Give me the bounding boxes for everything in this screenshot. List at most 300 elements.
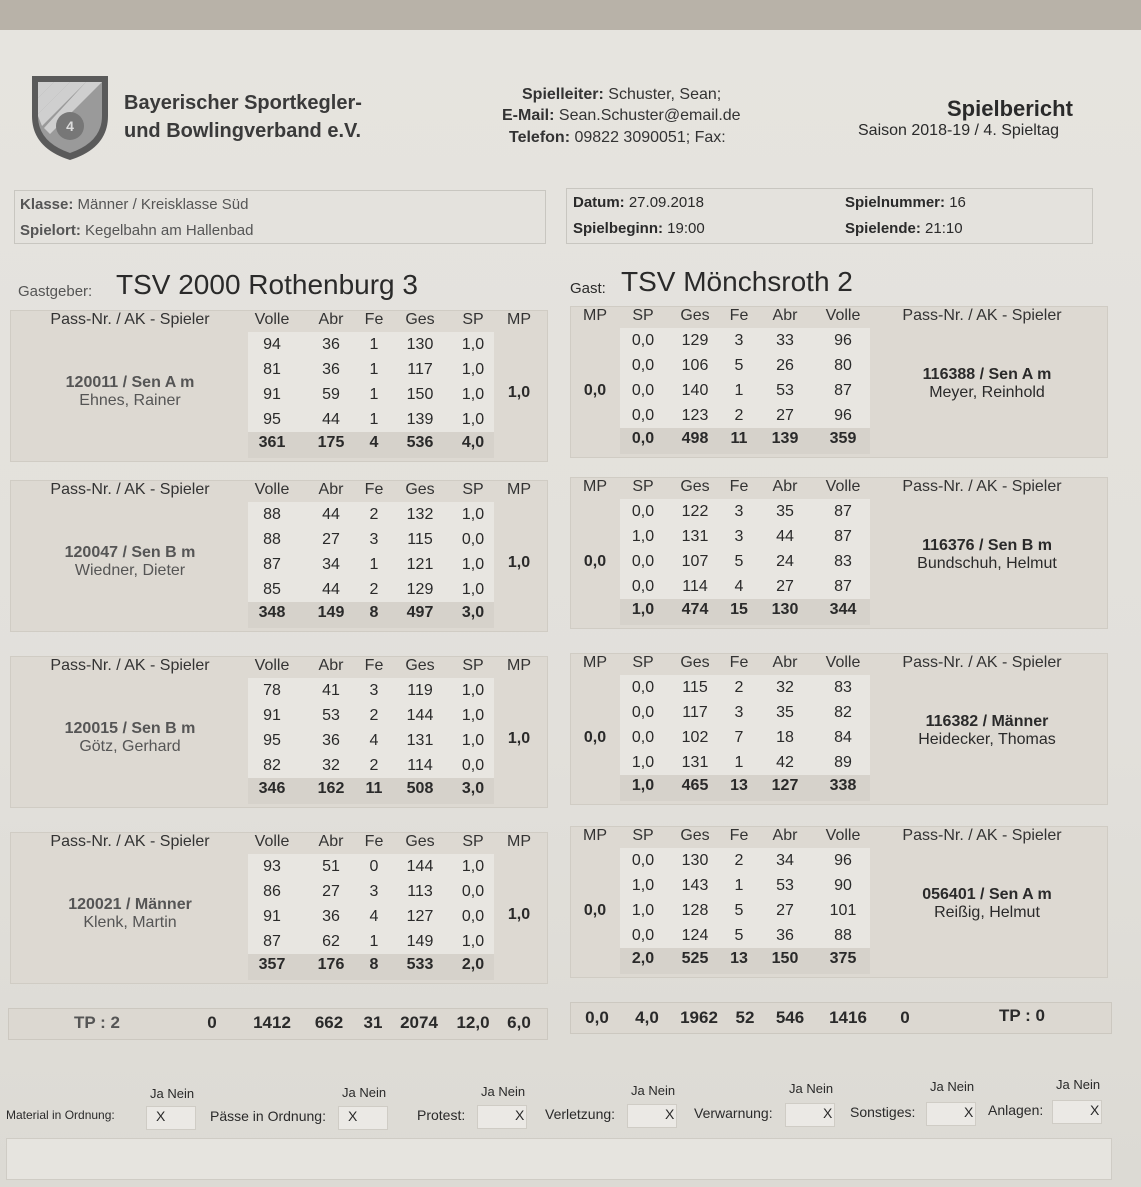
home-throw-value: 2 (369, 707, 379, 724)
guest-total-value: 15 (730, 601, 748, 618)
guest-throw-value: 1 (734, 877, 744, 894)
home-total-value: 2,0 (461, 956, 485, 973)
guest-throw-value: 27 (776, 578, 794, 595)
home-column-header: MP (507, 657, 531, 674)
report-title: Spielbericht (947, 96, 1073, 121)
guest-column-header: Fe (729, 654, 749, 671)
check-x-mark: X (823, 1105, 833, 1121)
home-throw-value: 129 (406, 581, 434, 598)
guest-player-passno: 116388 / Sen A m (922, 366, 1052, 383)
guest-throw-value: 3 (734, 528, 744, 545)
check-label: Verwarnung: (694, 1105, 773, 1121)
guest-throw-value: 1,0 (631, 877, 655, 894)
home-mp-value: 1,0 (507, 384, 531, 401)
check-ja-nein-header: Ja Nein (789, 1081, 834, 1096)
home-mp-value: 1,0 (507, 730, 531, 747)
guest-column-header: Pass-Nr. / AK - Spieler (902, 654, 1062, 671)
guest-column-header: Volle (825, 478, 861, 495)
guest-throw-value: 96 (834, 852, 852, 869)
check-ja-nein-header: Ja Nein (342, 1085, 387, 1100)
home-throw-value: 3 (369, 531, 379, 548)
home-column-header: SP (462, 657, 484, 674)
guest-team-label: Gast: (570, 280, 606, 297)
guest-values-area (620, 328, 870, 428)
home-column-header: SP (462, 481, 484, 498)
guest-column-header: SP (632, 478, 654, 495)
home-column-header: Abr (318, 833, 344, 850)
home-player (30, 720, 230, 756)
home-throw-value: 36 (322, 908, 340, 925)
home-throw-value: 1,0 (461, 336, 485, 353)
home-total-value: 4 (369, 434, 379, 451)
home-throw-value: 115 (407, 531, 433, 548)
guest-throw-value: 24 (776, 553, 794, 570)
home-player (30, 896, 230, 932)
season: Saison 2018-19 / 4. Spieltag (858, 122, 1060, 139)
guest-column-header: MP (583, 307, 607, 324)
association-name-line2: und Bowlingverband e.V. (124, 120, 362, 142)
home-mp-value: 1,0 (507, 906, 531, 923)
guest-throw-value: 80 (834, 357, 852, 374)
guest-total-value: 130 (771, 601, 799, 618)
guest-throw-value: 32 (776, 679, 794, 696)
guest-throw-value: 42 (776, 754, 794, 771)
guest-column-header: Abr (772, 654, 798, 671)
guest-player (880, 537, 1094, 573)
home-throw-value: 91 (263, 386, 281, 403)
home-throw-value: 91 (263, 707, 281, 724)
home-throw-value: 1,0 (461, 556, 485, 573)
home-summary-value: 2074 (400, 1013, 438, 1032)
home-total-value: 361 (258, 434, 286, 451)
home-throw-value: 2 (369, 506, 379, 523)
home-player-name: Ehnes, Rainer (79, 392, 181, 409)
check-label: Verletzung: (545, 1106, 616, 1122)
guest-mp-value: 0,0 (583, 902, 607, 919)
spielbeginn: Spielbeginn: 19:00 (573, 220, 705, 237)
home-throw-value: 144 (406, 858, 434, 875)
guest-throw-value: 0,0 (631, 679, 655, 696)
home-column-header: SP (462, 833, 484, 850)
home-column-header: SP (462, 311, 484, 328)
home-throw-value: 1,0 (461, 411, 485, 428)
home-throw-value: 2 (369, 757, 379, 774)
home-throw-value: 1,0 (461, 858, 485, 875)
guest-throw-value: 122 (681, 503, 709, 520)
home-throw-value: 1,0 (461, 732, 485, 749)
guest-column-header: Ges (680, 654, 710, 671)
guest-throw-value: 131 (681, 528, 709, 545)
home-throw-value: 78 (263, 682, 281, 699)
guest-column-header: Pass-Nr. / AK - Spieler (902, 307, 1062, 324)
guest-summary-value: 4,0 (635, 1008, 659, 1027)
home-throw-value: 0,0 (461, 757, 485, 774)
home-throw-value: 114 (407, 757, 433, 774)
guest-player-passno: 116382 / Männer (925, 713, 1049, 730)
guest-throw-value: 0,0 (631, 553, 655, 570)
check-x-mark: X (964, 1104, 974, 1120)
guest-tp: TP : 0 (999, 1006, 1045, 1025)
home-mp-value: 1,0 (507, 554, 531, 571)
guest-throw-value: 5 (734, 927, 744, 944)
home-throw-value: 1,0 (461, 581, 485, 598)
home-player-name: Klenk, Martin (83, 914, 177, 931)
home-column-header: Volle (254, 481, 290, 498)
guest-throw-value: 4 (734, 578, 744, 595)
home-summary-value: 6,0 (507, 1013, 531, 1032)
guest-total-value: 13 (730, 950, 748, 967)
guest-throw-value: 53 (776, 382, 794, 399)
home-throw-value: 131 (406, 732, 434, 749)
guest-throw-value: 87 (834, 528, 852, 545)
check-box[interactable] (338, 1106, 388, 1130)
guest-column-header: Abr (772, 827, 798, 844)
spielende: Spielende: 21:10 (845, 220, 963, 237)
check-label: Pässe in Ordnung: (210, 1108, 326, 1124)
home-player-passno: 120047 / Sen B m (64, 544, 196, 561)
home-total-value: 348 (258, 604, 286, 621)
home-throw-value: 150 (406, 386, 434, 403)
guest-throw-value: 0,0 (631, 578, 655, 595)
guest-throw-value: 2 (734, 852, 744, 869)
home-throw-value: 0 (369, 858, 379, 875)
home-column-header: MP (507, 833, 531, 850)
home-throw-value: 87 (263, 933, 281, 950)
home-column-header: Fe (364, 657, 384, 674)
home-column-header: Pass-Nr. / AK - Spieler (50, 481, 210, 498)
home-total-value: 11 (365, 780, 383, 797)
guest-throw-value: 0,0 (631, 852, 655, 869)
guest-throw-value: 1,0 (631, 902, 655, 919)
home-throw-value: 4 (369, 732, 379, 749)
guest-throw-value: 18 (776, 729, 794, 746)
home-column-header: MP (507, 481, 531, 498)
home-column-header: Abr (318, 657, 344, 674)
check-x-mark: X (665, 1106, 675, 1122)
home-throw-value: 121 (406, 556, 434, 573)
guest-player (880, 886, 1094, 922)
guest-throw-value: 123 (681, 407, 709, 424)
home-column-header: Abr (318, 311, 344, 328)
guest-column-header: Ges (680, 478, 710, 495)
home-throw-value: 139 (406, 411, 434, 428)
guest-throw-value: 33 (776, 332, 794, 349)
home-column-header: Volle (254, 833, 290, 850)
telefon: Telefon: 09822 3090051; Fax: (509, 129, 726, 146)
home-total-value: 346 (258, 780, 286, 797)
klasse: Klasse: Männer / Kreisklasse Süd (20, 196, 249, 213)
svg-text:4: 4 (66, 118, 74, 134)
home-throw-value: 4 (369, 908, 379, 925)
home-total-value: 508 (406, 780, 434, 797)
home-column-header: MP (507, 311, 531, 328)
home-total-value: 497 (406, 604, 434, 621)
guest-throw-value: 0,0 (631, 927, 655, 944)
guest-throw-value: 34 (776, 852, 794, 869)
guest-column-header: Abr (772, 478, 798, 495)
guest-column-header: Volle (825, 307, 861, 324)
guest-total-value: 127 (771, 777, 799, 794)
home-zero: 0 (207, 1013, 217, 1032)
home-column-header: Fe (364, 311, 384, 328)
guest-mp-value: 0,0 (583, 553, 607, 570)
guest-column-header: Abr (772, 307, 798, 324)
guest-total-value: 13 (730, 777, 748, 794)
guest-throw-value: 27 (776, 902, 794, 919)
guest-throw-value: 96 (834, 332, 852, 349)
home-throw-value: 0,0 (461, 531, 485, 548)
home-player-passno: 120011 / Sen A m (65, 374, 195, 391)
home-throw-value: 93 (263, 858, 281, 875)
guest-throw-value: 84 (834, 729, 852, 746)
home-player-passno: 120015 / Sen B m (64, 720, 196, 737)
home-throw-value: 117 (407, 361, 433, 378)
guest-total-value: 2,0 (631, 950, 655, 967)
guest-total-value: 498 (681, 430, 709, 447)
guest-throw-value: 130 (681, 852, 709, 869)
guest-throw-value: 106 (681, 357, 709, 374)
check-ja-nein-header: Ja Nein (150, 1086, 195, 1101)
guest-throw-value: 53 (776, 877, 794, 894)
home-throw-value: 44 (322, 411, 340, 428)
home-total-value: 176 (317, 956, 345, 973)
home-player (30, 544, 230, 580)
home-throw-value: 0,0 (461, 908, 485, 925)
guest-throw-value: 107 (681, 553, 709, 570)
guest-throw-value: 35 (776, 503, 794, 520)
home-throw-value: 132 (406, 506, 434, 523)
home-throw-value: 3 (369, 883, 379, 900)
guest-throw-value: 0,0 (631, 382, 655, 399)
association-name-line1: Bayerischer Sportkegler- (124, 92, 362, 114)
guest-total-value: 150 (771, 950, 799, 967)
check-box[interactable] (146, 1106, 196, 1130)
home-team-label: Gastgeber: (18, 283, 93, 300)
guest-throw-value: 3 (734, 503, 744, 520)
home-throw-value: 1,0 (461, 933, 485, 950)
home-column-header: Fe (364, 833, 384, 850)
home-throw-value: 1 (369, 556, 379, 573)
guest-column-header: MP (583, 654, 607, 671)
datum: Datum: 27.09.2018 (573, 194, 704, 211)
home-column-header: Ges (405, 833, 435, 850)
guest-total-value: 0,0 (631, 430, 655, 447)
guest-player-passno: 056401 / Sen A m (922, 886, 1052, 903)
home-throw-value: 51 (322, 858, 340, 875)
check-ja-nein-header: Ja Nein (930, 1079, 975, 1094)
guest-total-value: 474 (681, 601, 709, 618)
guest-throw-value: 0,0 (631, 407, 655, 424)
home-total-value: 357 (258, 956, 286, 973)
guest-throw-value: 3 (734, 332, 744, 349)
home-throw-value: 144 (406, 707, 434, 724)
home-throw-value: 36 (322, 732, 340, 749)
check-label: Protest: (417, 1107, 466, 1123)
home-throw-value: 1,0 (461, 361, 485, 378)
guest-throw-value: 0,0 (631, 729, 655, 746)
check-x-mark: X (156, 1108, 166, 1124)
home-column-header: Pass-Nr. / AK - Spieler (50, 311, 210, 328)
home-summary-value: 31 (363, 1013, 383, 1032)
guest-throw-value: 1 (734, 754, 744, 771)
email: E-Mail: Sean.Schuster@email.de (502, 107, 741, 124)
home-throw-value: 1,0 (461, 682, 485, 699)
home-column-header: Ges (405, 657, 435, 674)
home-throw-value: 127 (406, 908, 434, 925)
guest-throw-value: 5 (734, 902, 744, 919)
guest-throw-value: 27 (776, 407, 794, 424)
home-throw-value: 149 (406, 933, 434, 950)
guest-throw-value: 96 (834, 407, 852, 424)
guest-throw-value: 87 (834, 578, 852, 595)
guest-player-name: Heidecker, Thomas (918, 731, 1056, 748)
guest-total-value: 375 (829, 950, 857, 967)
guest-throw-value: 90 (834, 877, 852, 894)
home-column-header: Fe (364, 481, 384, 498)
guest-summary-value: 1962 (680, 1008, 718, 1027)
home-throw-value: 36 (322, 336, 340, 353)
guest-player-name: Reißig, Helmut (934, 904, 1040, 921)
guest-column-header: Ges (680, 827, 710, 844)
guest-column-header: SP (632, 827, 654, 844)
home-summary-value: 662 (314, 1013, 344, 1032)
guest-summary-value: 52 (735, 1008, 755, 1027)
guest-values-area (620, 499, 870, 599)
home-team-name: TSV 2000 Rothenburg 3 (116, 269, 418, 300)
guest-column-header: Volle (825, 827, 861, 844)
home-throw-value: 34 (322, 556, 340, 573)
guest-total-value: 1,0 (631, 777, 655, 794)
remarks-box (6, 1138, 1112, 1180)
home-total-value: 3,0 (461, 780, 485, 797)
home-throw-value: 27 (322, 531, 340, 548)
home-total-value: 149 (317, 604, 345, 621)
check-x-mark: X (348, 1108, 358, 1124)
check-ja-nein-header: Ja Nein (631, 1083, 676, 1098)
guest-throw-value: 26 (776, 357, 794, 374)
guest-total-value: 525 (681, 950, 709, 967)
guest-column-header: MP (583, 827, 607, 844)
home-throw-value: 1 (369, 411, 379, 428)
home-column-header: Pass-Nr. / AK - Spieler (50, 833, 210, 850)
home-throw-value: 95 (263, 732, 281, 749)
home-throw-value: 85 (263, 581, 281, 598)
home-column-header: Volle (254, 657, 290, 674)
guest-throw-value: 2 (734, 407, 744, 424)
home-tp: TP : 2 (74, 1013, 120, 1032)
home-throw-value: 1 (369, 386, 379, 403)
home-throw-value: 119 (407, 682, 433, 699)
guest-throw-value: 5 (734, 357, 744, 374)
guest-throw-value: 129 (681, 332, 709, 349)
guest-throw-value: 35 (776, 704, 794, 721)
guest-player-name: Bundschuh, Helmut (917, 555, 1057, 572)
guest-summary-value: 546 (775, 1008, 805, 1027)
home-player-name: Wiedner, Dieter (74, 562, 186, 579)
home-player (30, 374, 230, 410)
guest-throw-value: 0,0 (631, 503, 655, 520)
guest-total-value: 465 (681, 777, 709, 794)
guest-summary-value: 1416 (829, 1008, 867, 1027)
guest-column-header: Pass-Nr. / AK - Spieler (902, 827, 1062, 844)
guest-throw-value: 83 (834, 553, 852, 570)
guest-throw-value: 124 (681, 927, 709, 944)
guest-player-name: Meyer, Reinhold (929, 384, 1045, 401)
check-label: Sonstiges: (850, 1104, 916, 1120)
guest-throw-value: 3 (734, 704, 744, 721)
guest-total-value: 1,0 (631, 601, 655, 618)
home-throw-value: 1 (369, 933, 379, 950)
guest-player (880, 366, 1094, 402)
guest-throw-value: 82 (834, 704, 852, 721)
home-total-value: 536 (406, 434, 434, 451)
guest-throw-value: 7 (734, 729, 744, 746)
guest-throw-value: 2 (734, 679, 744, 696)
home-throw-value: 0,0 (461, 883, 485, 900)
guest-values-area (620, 848, 870, 948)
guest-column-header: Fe (729, 478, 749, 495)
home-throw-value: 113 (407, 883, 433, 900)
check-ja-nein-header: Ja Nein (481, 1084, 526, 1099)
home-column-header: Pass-Nr. / AK - Spieler (50, 657, 210, 674)
home-throw-value: 130 (406, 336, 434, 353)
home-throw-value: 1,0 (461, 506, 485, 523)
guest-column-header: Ges (680, 307, 710, 324)
home-total-value: 162 (317, 780, 345, 797)
home-throw-value: 3 (369, 682, 379, 699)
guest-total-value: 359 (829, 430, 857, 447)
check-x-mark: X (1090, 1102, 1100, 1118)
home-throw-value: 1 (369, 336, 379, 353)
home-total-value: 533 (406, 956, 434, 973)
guest-total-value: 11 (730, 430, 748, 447)
home-throw-value: 82 (263, 757, 281, 774)
home-summary-value: 1412 (253, 1013, 291, 1032)
guest-throw-value: 88 (834, 927, 852, 944)
home-throw-value: 32 (322, 757, 340, 774)
home-column-header: Volle (254, 311, 290, 328)
home-throw-value: 1 (369, 361, 379, 378)
guest-column-header: SP (632, 654, 654, 671)
home-summary-value: 12,0 (456, 1013, 490, 1032)
guest-total-value: 139 (771, 430, 799, 447)
home-total-value: 4,0 (461, 434, 485, 451)
home-column-header: Ges (405, 481, 435, 498)
home-throw-value: 36 (322, 361, 340, 378)
home-throw-value: 87 (263, 556, 281, 573)
home-player-passno: 120021 / Männer (68, 896, 192, 913)
guest-throw-value: 44 (776, 528, 794, 545)
guest-throw-value: 0,0 (631, 357, 655, 374)
guest-team-name: TSV Mönchsroth 2 (621, 266, 853, 297)
guest-throw-value: 128 (681, 902, 709, 919)
guest-throw-value: 115 (682, 679, 708, 696)
home-throw-value: 1,0 (461, 386, 485, 403)
home-throw-value: 81 (263, 361, 281, 378)
home-throw-value: 41 (322, 682, 340, 699)
home-total-value: 8 (369, 956, 379, 973)
guest-column-header: Pass-Nr. / AK - Spieler (902, 478, 1062, 495)
home-throw-value: 86 (263, 883, 281, 900)
guest-column-header: Fe (729, 307, 749, 324)
home-throw-value: 91 (263, 908, 281, 925)
guest-throw-value: 1 (734, 382, 744, 399)
guest-throw-value: 87 (834, 503, 852, 520)
home-total-value: 3,0 (461, 604, 485, 621)
guest-throw-value: 0,0 (631, 332, 655, 349)
guest-player-passno: 116376 / Sen B m (922, 537, 1052, 554)
guest-column-header: SP (632, 307, 654, 324)
